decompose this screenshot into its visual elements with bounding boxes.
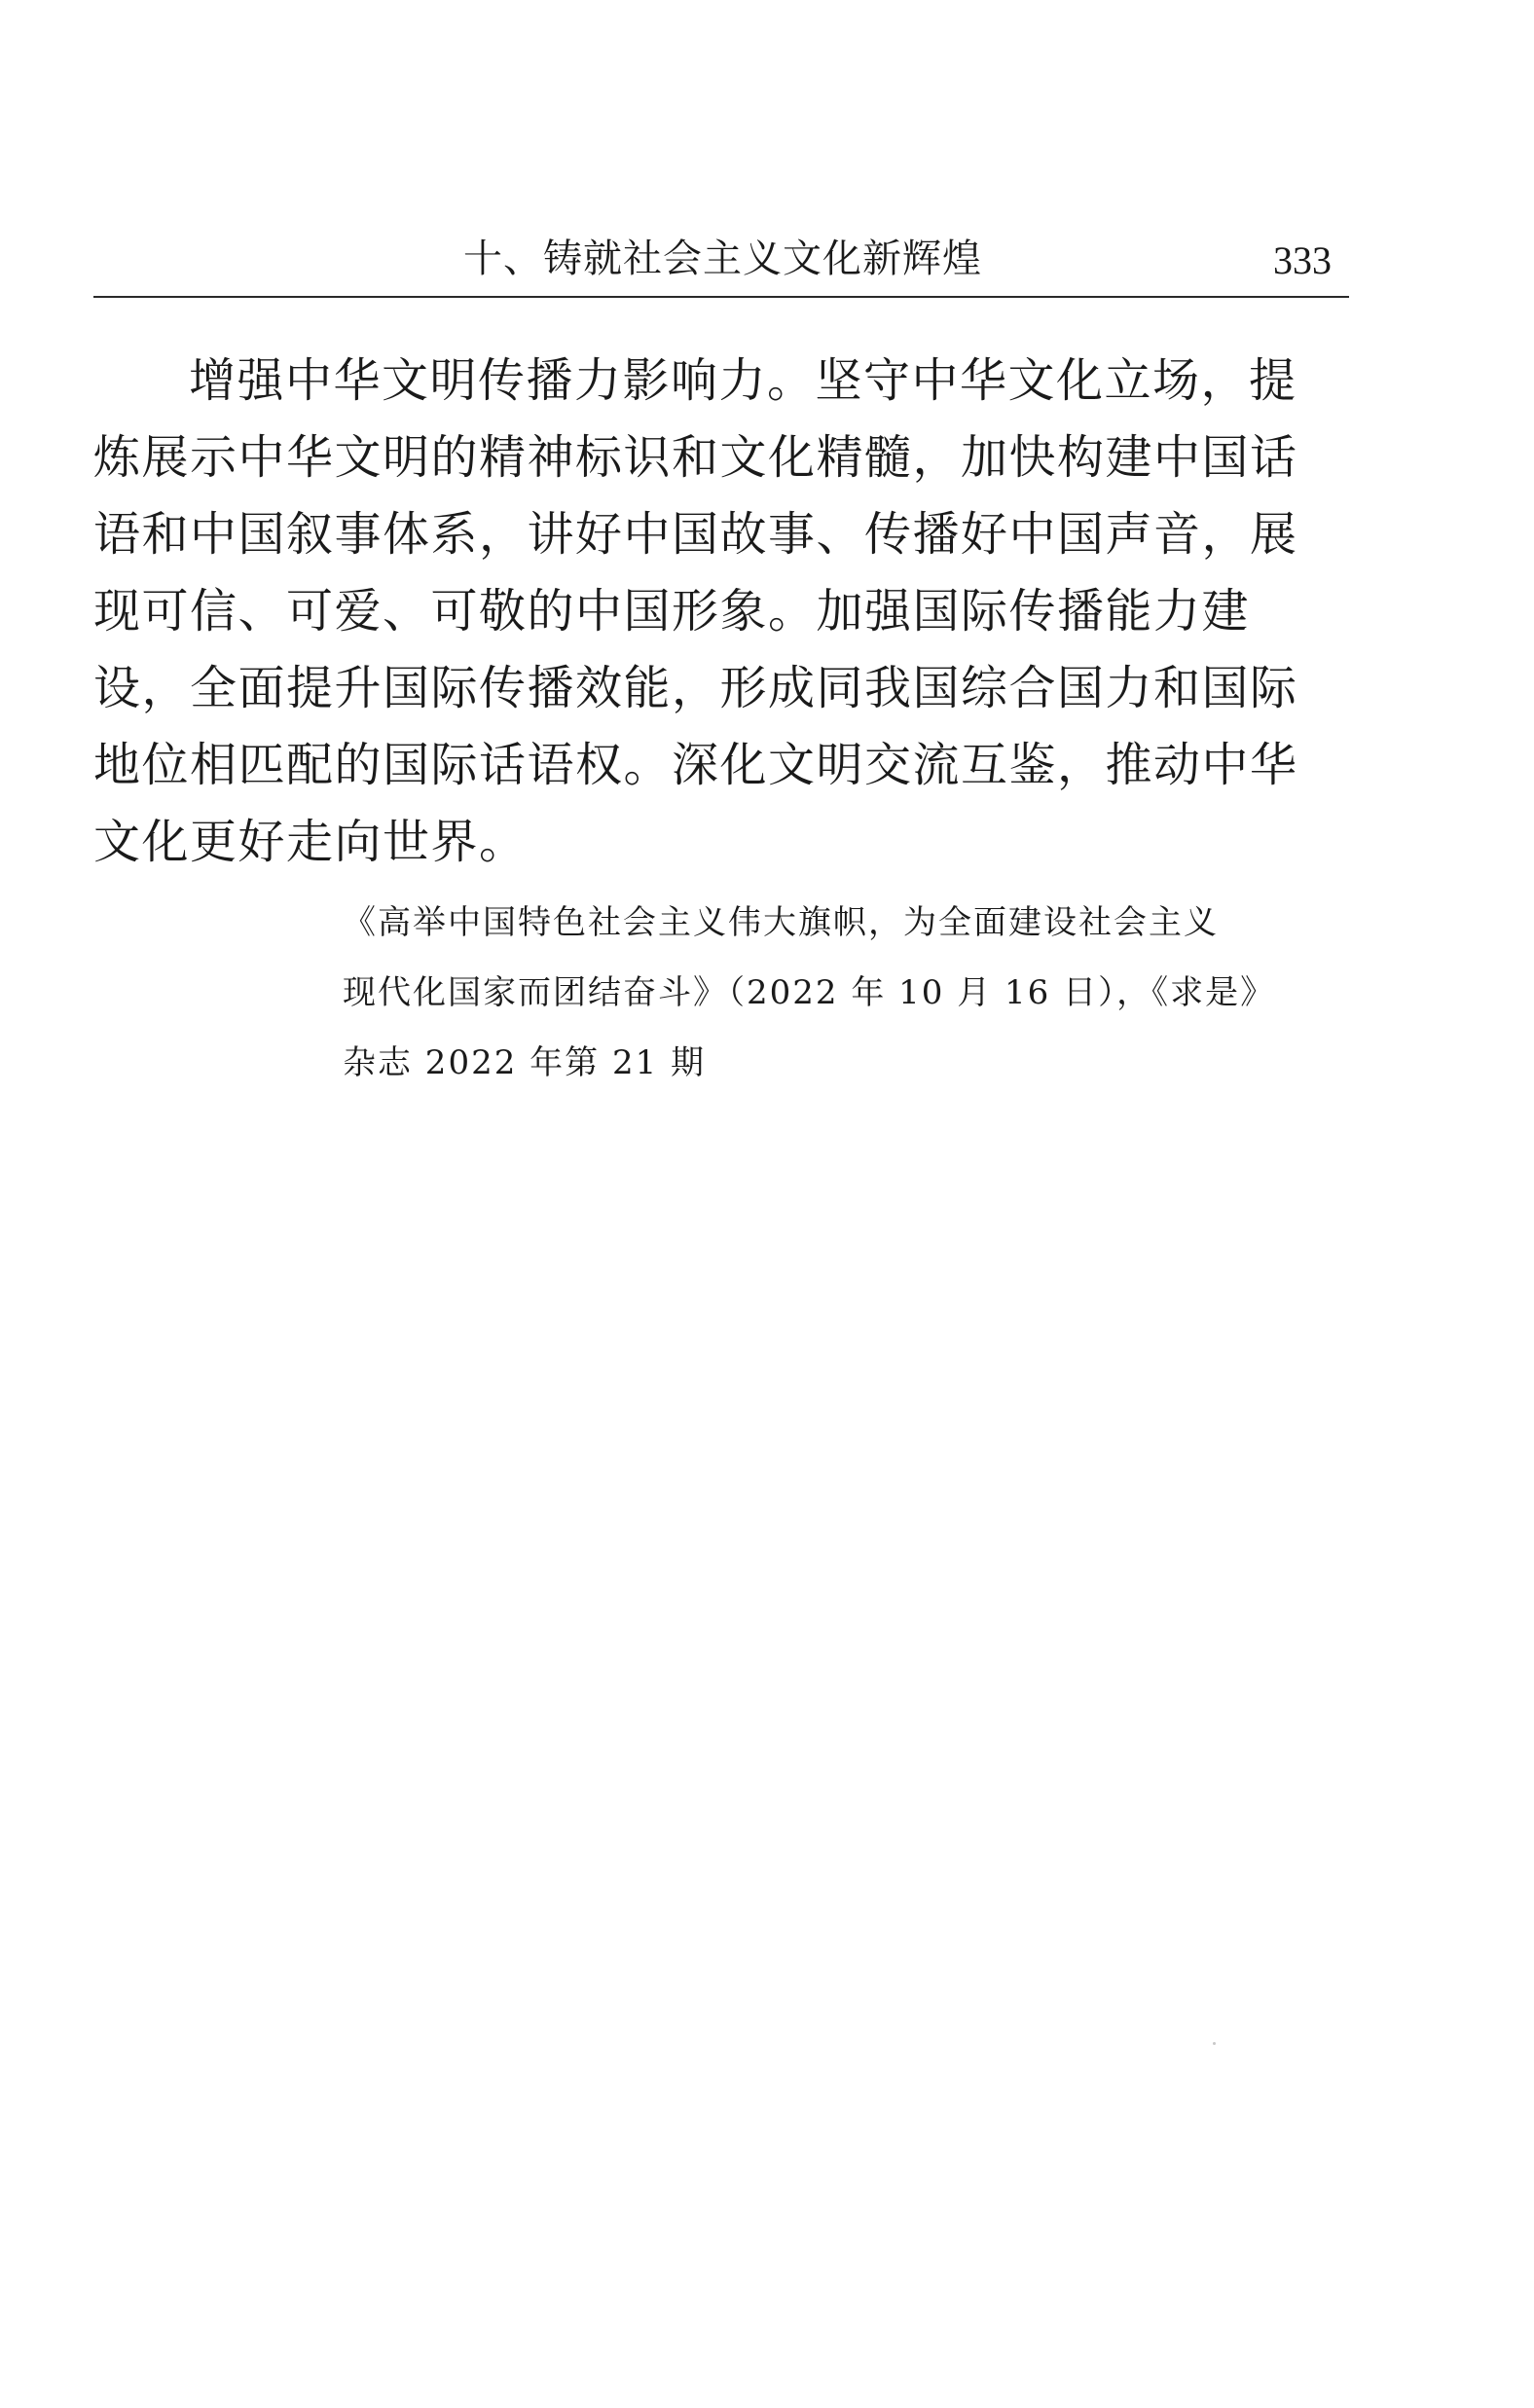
paragraph-line: 现可信、可爱、可敬的中国形象。加强国际传播能力建	[93, 584, 1251, 638]
paragraph-line: 文化更好走向世界。	[93, 815, 528, 869]
chapter-title: 十、铸就社会主义文化新辉煌	[463, 237, 982, 281]
paragraph-line: 地位相匹配的国际话语权。深化文明交流互鉴，推动中华	[93, 738, 1298, 792]
citation-line: 现代化国家而团结奋斗》（2022 年 10 月 16 日），《求是》	[343, 973, 1276, 1012]
paragraph-line: 设，全面提升国际传播效能，形成同我国综合国力和国际	[93, 661, 1298, 715]
paragraph-line: 炼展示中华文明的精神标识和文化精髓，加快构建中国话	[93, 430, 1298, 485]
citation-line: 《高举中国特色社会主义伟大旗帜，为全面建设社会主义	[343, 903, 1219, 942]
source-citation	[343, 888, 1349, 1098]
header-rule	[93, 296, 1349, 298]
body-paragraph	[93, 343, 1349, 881]
page-number: 333	[1273, 238, 1332, 282]
scan-speck	[1213, 2042, 1216, 2045]
paragraph-line: 语和中国叙事体系，讲好中国故事、传播好中国声音，展	[93, 507, 1298, 562]
paragraph-line: 增强中华文明传播力影响力。坚守中华文化立场，提	[189, 353, 1297, 408]
running-header	[93, 230, 1349, 294]
citation-line: 杂志 2022 年第 21 期	[343, 1043, 707, 1082]
